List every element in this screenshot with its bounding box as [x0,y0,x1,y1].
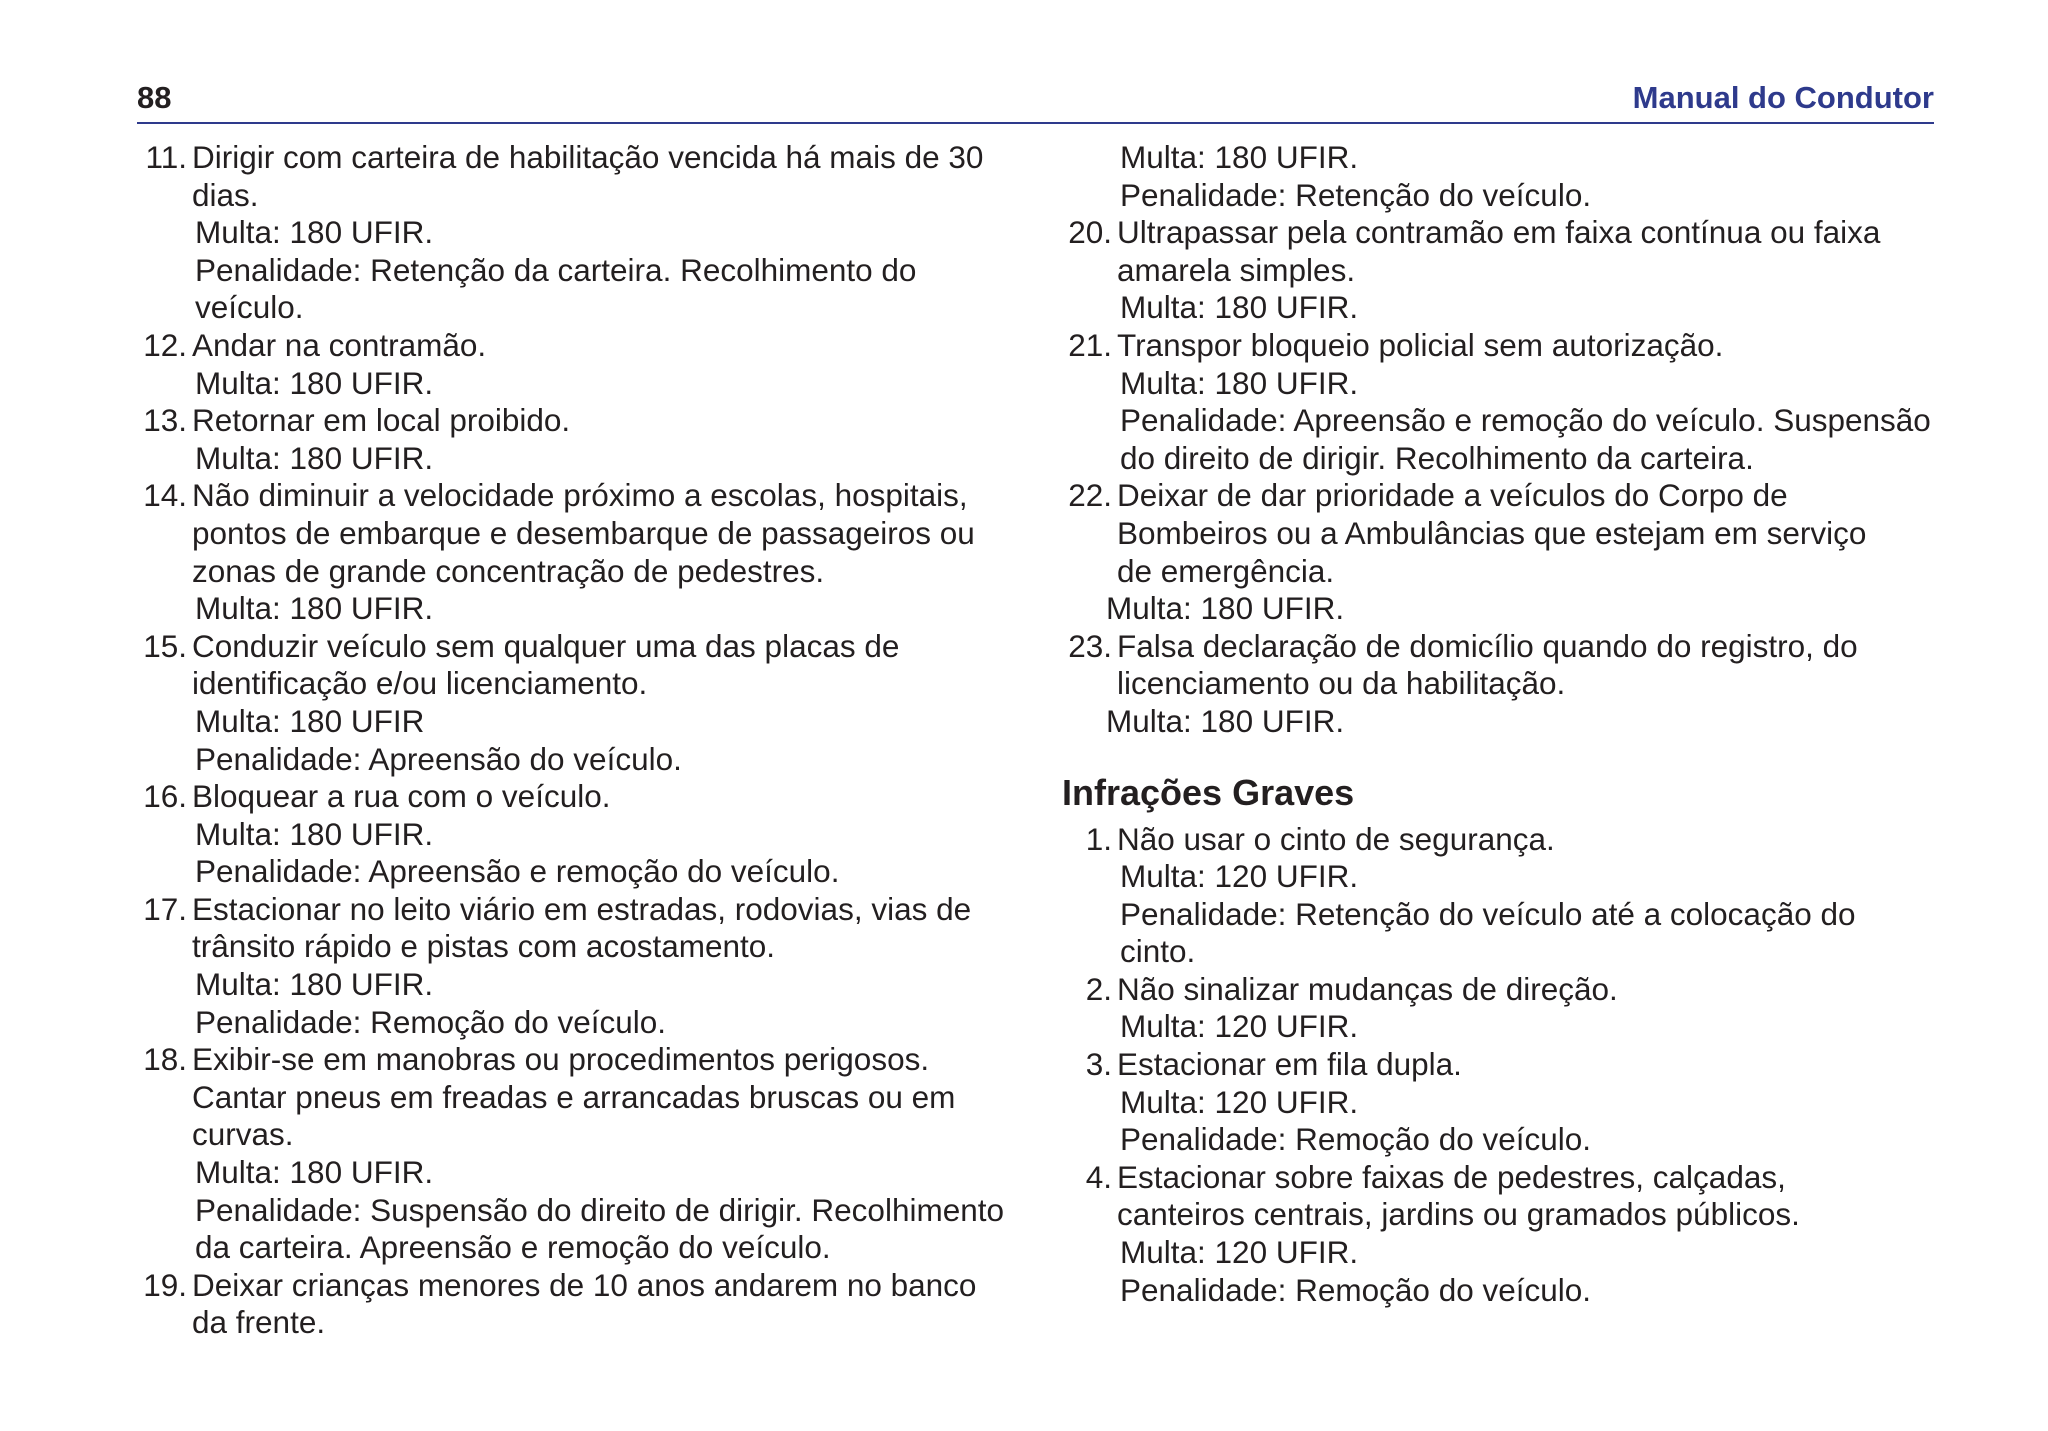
item-detail: Multa: 180 UFIR. [195,815,434,852]
item-text: Deixar crianças menores de 10 anos andarem no banco [192,1266,977,1303]
section-heading: Infrações Graves [1062,771,1355,813]
list-item [137,1267,1007,1342]
item-number: 1. [1085,820,1112,857]
item-detail: Multa: 120 UFIR. [1120,1234,1359,1271]
item-text: Andar na contramão. [192,326,487,363]
item-text: curvas. [192,1116,294,1153]
item-text: Bloquear a rua com o veículo. [192,778,611,815]
item-number: 19. [143,1266,187,1303]
item-detail: Multa: 180 UFIR. [195,364,434,401]
item-detail: Penalidade: Apreensão e remoção do veículo. Suspensão [1120,402,1931,439]
item-text: Estacionar em fila dupla. [1117,1046,1462,1083]
item-text: Cantar pneus em freadas e arrancadas bruscas ou em [192,1078,956,1115]
item-detail: Penalidade: Remoção do veículo. [1120,1271,1592,1308]
item-number: 23. [1068,627,1112,664]
item-number: 13. [143,402,187,439]
item-text: Falsa declaração de domicílio quando do registro, do [1117,627,1858,664]
list-item [1062,214,1942,327]
item-text: de emergência. [1117,552,1335,589]
list-item [137,891,1007,1041]
item-number: 2. [1085,970,1112,1007]
item-number: 20. [1068,214,1112,251]
item-text: Estacionar no leito viário em estradas, rodovias, vias de [192,890,972,927]
item-text: Bombeiros ou a Ambulâncias que estejam em serviço [1117,514,1867,551]
item-detail: Penalidade: Retenção da carteira. Recolhimento do [195,251,917,288]
item-detail: Multa: 180 UFIR. [195,966,434,1003]
gravissimas-list-continued [1062,214,1942,740]
item-text: zonas de grande concentração de pedestres. [192,552,825,589]
item-text: Deixar de dar prioridade a veículos do Corpo de [1117,477,1788,514]
item-detail: Multa: 180 UFIR. [1120,364,1359,401]
item-detail: Penalidade: Suspensão do direito de dirigir. Recolhimento [195,1191,1005,1228]
item-detail: Penalidade: Apreensão e remoção do veículo. [195,853,840,890]
item-detail: Penalidade: Retenção do veículo. [1120,176,1592,213]
list-item [1062,327,1942,477]
item-number: 11. [145,139,187,175]
item-detail: Multa: 180 UFIR. [195,214,434,251]
item-number: 17. [143,890,187,927]
item-number: 21. [1068,326,1112,363]
item-detail: do direito de dirigir. Recolhimento da carteira. [1120,439,1754,476]
item-detail: Multa: 120 UFIR. [1120,858,1359,895]
item-text: dias. [192,176,259,213]
item-number: 16. [143,778,187,815]
list-item [1062,1046,1942,1159]
item-text: trânsito rápido e pistas com acostamento. [192,928,776,965]
list-item [1062,1159,1942,1309]
list-item [137,1041,1007,1267]
item-detail: Multa: 180 UFIR. [1120,139,1359,175]
item-detail: Penalidade: Apreensão do veículo. [195,740,682,777]
item-text: pontos de embarque e desembarque de passageiros ou [192,514,975,551]
list-item [137,628,1007,778]
page-number: 88 [137,80,172,115]
list-item [1062,477,1942,590]
item-text: Não usar o cinto de segurança. [1117,820,1555,857]
right-column [1062,139,1942,1309]
item-text: Conduzir veículo sem qualquer uma das placas de [192,627,900,664]
list-item [137,778,1007,891]
list-item [1062,821,1942,971]
item-text: da frente. [192,1304,326,1341]
item-detail: Penalidade: Remoção do veículo. [195,1003,667,1040]
continuation-block [1062,139,1942,214]
item-text: Retornar em local proibido. [192,402,571,439]
item-detail: Multa: 180 UFIR. [195,590,434,627]
item-text: identificação e/ou licenciamento. [192,665,648,702]
list-item [137,327,1007,402]
item-detail: Multa: 180 UFIR. [1120,289,1359,326]
item-detail: da carteira. Apreensão e remoção do veículo. [195,1229,831,1266]
item-detail: Multa: 180 UFIR. [1106,702,1345,739]
item-detail: cinto. [1120,933,1196,970]
item-detail: veículo. [195,289,304,326]
list-item [137,139,1007,327]
item-text: canteiros centrais, jardins ou gramados públicos. [1117,1196,1800,1233]
item-detail: Multa: 120 UFIR. [1120,1083,1359,1120]
item-detail: Penalidade: Remoção do veículo. [1120,1121,1592,1158]
item-text: Exibir-se em manobras ou procedimentos perigosos. [192,1041,930,1078]
list-item [1062,628,1942,703]
item-text: Estacionar sobre faixas de pedestres, calçadas, [1117,1158,1786,1195]
item-text: Ultrapassar pela contramão em faixa contínua ou faixa [1117,214,1881,251]
item-detail: Multa: 180 UFIR. [195,1154,434,1191]
list-item [1062,971,1942,1046]
item-detail: Multa: 180 UFIR [195,702,425,739]
list-item [137,402,1007,477]
item-detail: Multa: 180 UFIR. [195,439,434,476]
item-text: Transpor bloqueio policial sem autorização. [1117,326,1724,363]
item-text: amarela simples. [1117,251,1356,288]
item-detail: Multa: 120 UFIR. [1120,1008,1359,1045]
item-text: licenciamento ou da habilitação. [1117,665,1566,702]
page-header [137,78,1934,124]
item-text: Dirigir com carteira de habilitação vencida há mais de 30 [192,139,984,175]
item-number: 22. [1068,477,1112,514]
item-detail: Multa: 180 UFIR. [1106,590,1345,627]
item-number: 4. [1085,1158,1112,1195]
item-number: 14. [143,477,187,514]
item-text: Não sinalizar mudanças de direção. [1117,970,1618,1007]
left-column [137,139,1007,1342]
item-detail: Penalidade: Retenção do veículo até a colocação do [1120,895,1856,932]
item-number: 18. [143,1041,187,1078]
item-number: 3. [1085,1046,1112,1083]
item-number: 15. [143,627,187,664]
running-title: Manual do Condutor [1632,80,1934,115]
item-text: Não diminuir a velocidade próximo a escolas, hospitais, [192,477,968,514]
list-item [137,477,1007,627]
graves-list [1062,821,1942,1310]
item-number: 12. [143,326,187,363]
